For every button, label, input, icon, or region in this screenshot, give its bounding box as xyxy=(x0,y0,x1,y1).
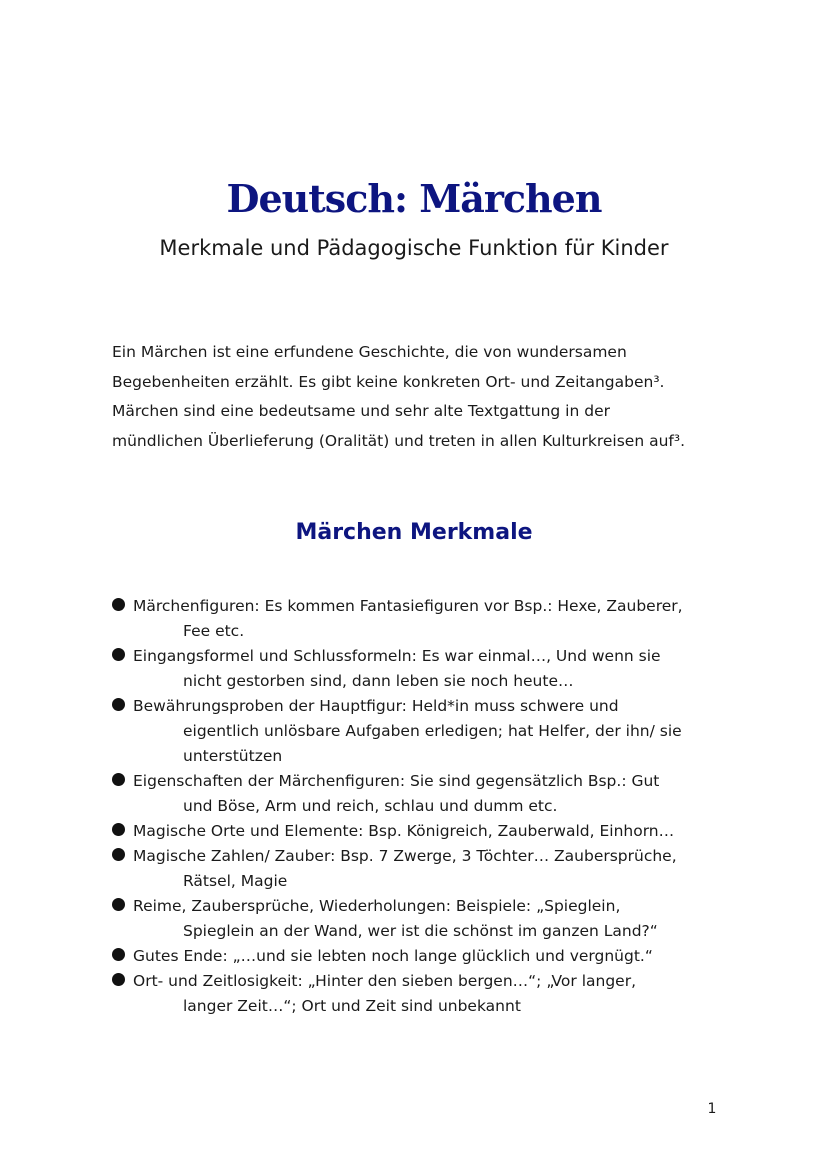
list-item-text: Gutes Ende: „…und sie lebten noch lange glücklich und vergnügt.“ xyxy=(133,947,653,965)
bullet-icon xyxy=(112,698,125,711)
bullet-icon xyxy=(112,648,125,661)
list-item-text: Märchenfiguren: Es kommen Fantasiefiguren vor Bsp.: Hexe, Zauberer, xyxy=(133,597,683,615)
list-item-text: Eingangsformel und Schlussformeln: Es war einmal…, Und wenn sie xyxy=(133,647,661,665)
list-item-text: Spieglein an der Wand, wer ist die schönst im ganzen Land?“ xyxy=(183,922,658,940)
page-subtitle: Merkmale und Pädagogische Funktion für Kinder xyxy=(159,236,669,260)
list-item xyxy=(112,819,752,844)
bullet-icon xyxy=(112,823,125,836)
list-item xyxy=(112,944,752,969)
feature-list xyxy=(112,594,752,1019)
bullet-icon xyxy=(112,948,125,961)
intro-line: mündlichen Überlieferung (Oralität) und treten in allen Kulturkreisen auf³. xyxy=(112,431,686,450)
intro-paragraph xyxy=(112,338,752,456)
intro-line: Begebenheiten erzählt. Es gibt keine konkreten Ort- und Zeitangaben³. xyxy=(112,372,665,391)
bullet-icon xyxy=(112,973,125,986)
list-item-text: Rätsel, Magie xyxy=(183,872,288,890)
list-item xyxy=(112,694,752,769)
bullet-icon xyxy=(112,598,125,611)
list-item xyxy=(112,594,752,644)
intro-line: Ein Märchen ist eine erfundene Geschichte, die von wundersamen xyxy=(112,343,627,361)
list-item xyxy=(112,644,752,694)
list-item-text: eigentlich unlösbare Aufgaben erledigen; hat Helfer, der ihn/ sie xyxy=(183,722,682,740)
bullet-icon xyxy=(112,848,125,861)
list-item-text: Eigenschaften der Märchenfiguren: Sie sind gegensätzlich Bsp.: Gut xyxy=(133,772,660,790)
list-item-text: Magische Zahlen/ Zauber: Bsp. 7 Zwerge, 3 Töchter… Zaubersprüche, xyxy=(133,847,677,865)
list-item xyxy=(112,894,752,944)
page-number: 1 xyxy=(707,1101,717,1117)
list-item-text: Reime, Zaubersprüche, Wiederholungen: Beispiele: „Spieglein, xyxy=(133,897,621,915)
intro-line: Märchen sind eine bedeutsame und sehr alte Textgattung in der xyxy=(112,402,610,420)
list-item-text: nicht gestorben sind, dann leben sie noch heute… xyxy=(183,672,574,690)
list-item-text: Bewährungsproben der Hauptfigur: Held*in muss schwere und xyxy=(133,697,619,715)
section-heading: Märchen Merkmale xyxy=(295,520,533,545)
list-item xyxy=(112,844,752,894)
list-item xyxy=(112,969,752,1019)
list-item xyxy=(112,769,752,819)
page-title: Deutsch: Märchen xyxy=(226,176,602,221)
bullet-icon xyxy=(112,773,125,786)
list-item-text: Fee etc. xyxy=(183,622,245,640)
list-item-text: Ort- und Zeitlosigkeit: „Hinter den sieben bergen…“; „Vor langer, xyxy=(133,972,636,990)
list-item-text: langer Zeit…“; Ort und Zeit sind unbekannt xyxy=(183,997,521,1015)
list-item-text: unterstützen xyxy=(183,747,283,765)
list-item-text: Magische Orte und Elemente: Bsp. Königreich, Zauberwald, Einhorn… xyxy=(133,822,675,840)
bullet-icon xyxy=(112,898,125,911)
list-item-text: und Böse, Arm und reich, schlau und dumm etc. xyxy=(183,797,558,815)
